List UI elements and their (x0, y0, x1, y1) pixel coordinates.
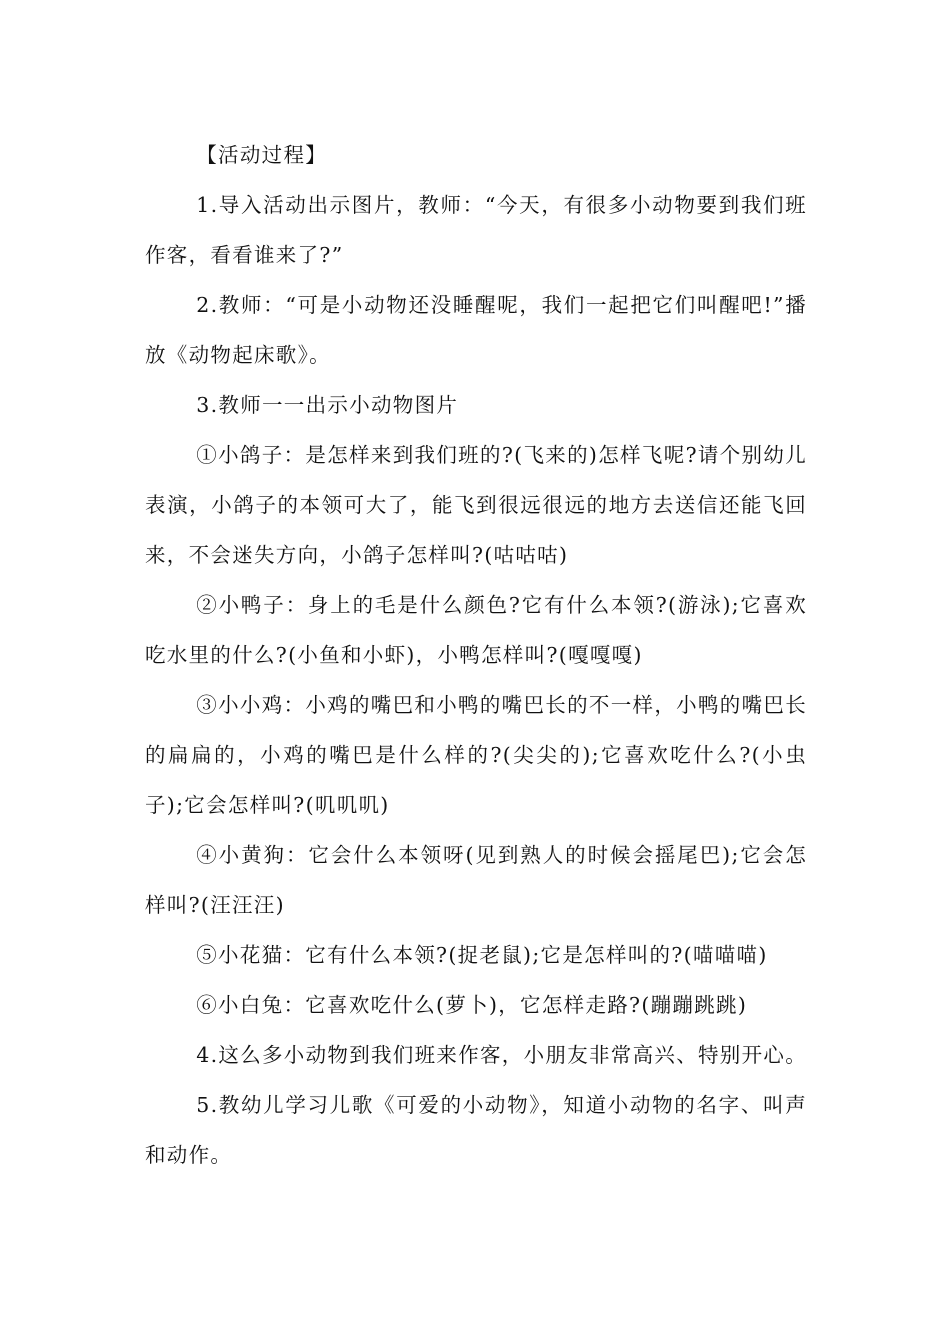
paragraph-step-3: 3.教师一一出示小动物图片 (196, 393, 459, 417)
paragraph-step-1: 1.导入活动出示图片，教师：“今天，有很多小动物要到我们班作客，看看谁来了?” (145, 193, 807, 267)
paragraph-step-2: 2.教师：“可是小动物还没睡醒呢，我们一起把它们叫醒吧!”播放《动物起床歌》。 (145, 293, 807, 367)
paragraph-rabbit: ⑥小白兔：它喜欢吃什么(萝卜)，它怎样走路?(蹦蹦跳跳) (196, 993, 748, 1017)
paragraph-dog: ④小黄狗：它会什么本领呀(见到熟人的时候会摇尾巴);它会怎样叫?(汪汪汪) (145, 843, 807, 917)
section-heading: 【活动过程】 (196, 143, 328, 167)
paragraph-pigeon: ①小鸽子：是怎样来到我们班的?(飞来的)怎样飞呢?请个别幼儿表演，小鸽子的本领可大了，能飞到很远很远的地方去送信还能飞回来，不会迷失方向，小鸽子怎样叫?(咕咕咕) (145, 443, 807, 567)
paragraph-step-4: 4.这么多小动物到我们班来作客，小朋友非常高兴、特别开心。 (196, 1043, 808, 1067)
paragraph-cat: ⑤小花猫：它有什么本领?(捉老鼠);它是怎样叫的?(喵喵喵) (196, 943, 768, 967)
paragraph-duck: ②小鸭子：身上的毛是什么颜色?它有什么本领?(游泳);它喜欢吃水里的什么?(小鱼和小虾)，小鸭怎样叫?(嘎嘎嘎) (145, 593, 807, 667)
paragraph-step-5: 5.教幼儿学习儿歌《可爱的小动物》，知道小动物的名字、叫声和动作。 (145, 1093, 807, 1167)
paragraph-chick: ③小小鸡：小鸡的嘴巴和小鸭的嘴巴长的不一样，小鸭的嘴巴长的扁扁的，小鸡的嘴巴是什么样的?(尖尖的);它喜欢吃什么?(小虫子);它会怎样叫?(叽叽叽) (145, 693, 807, 817)
document-body (145, 130, 807, 1180)
